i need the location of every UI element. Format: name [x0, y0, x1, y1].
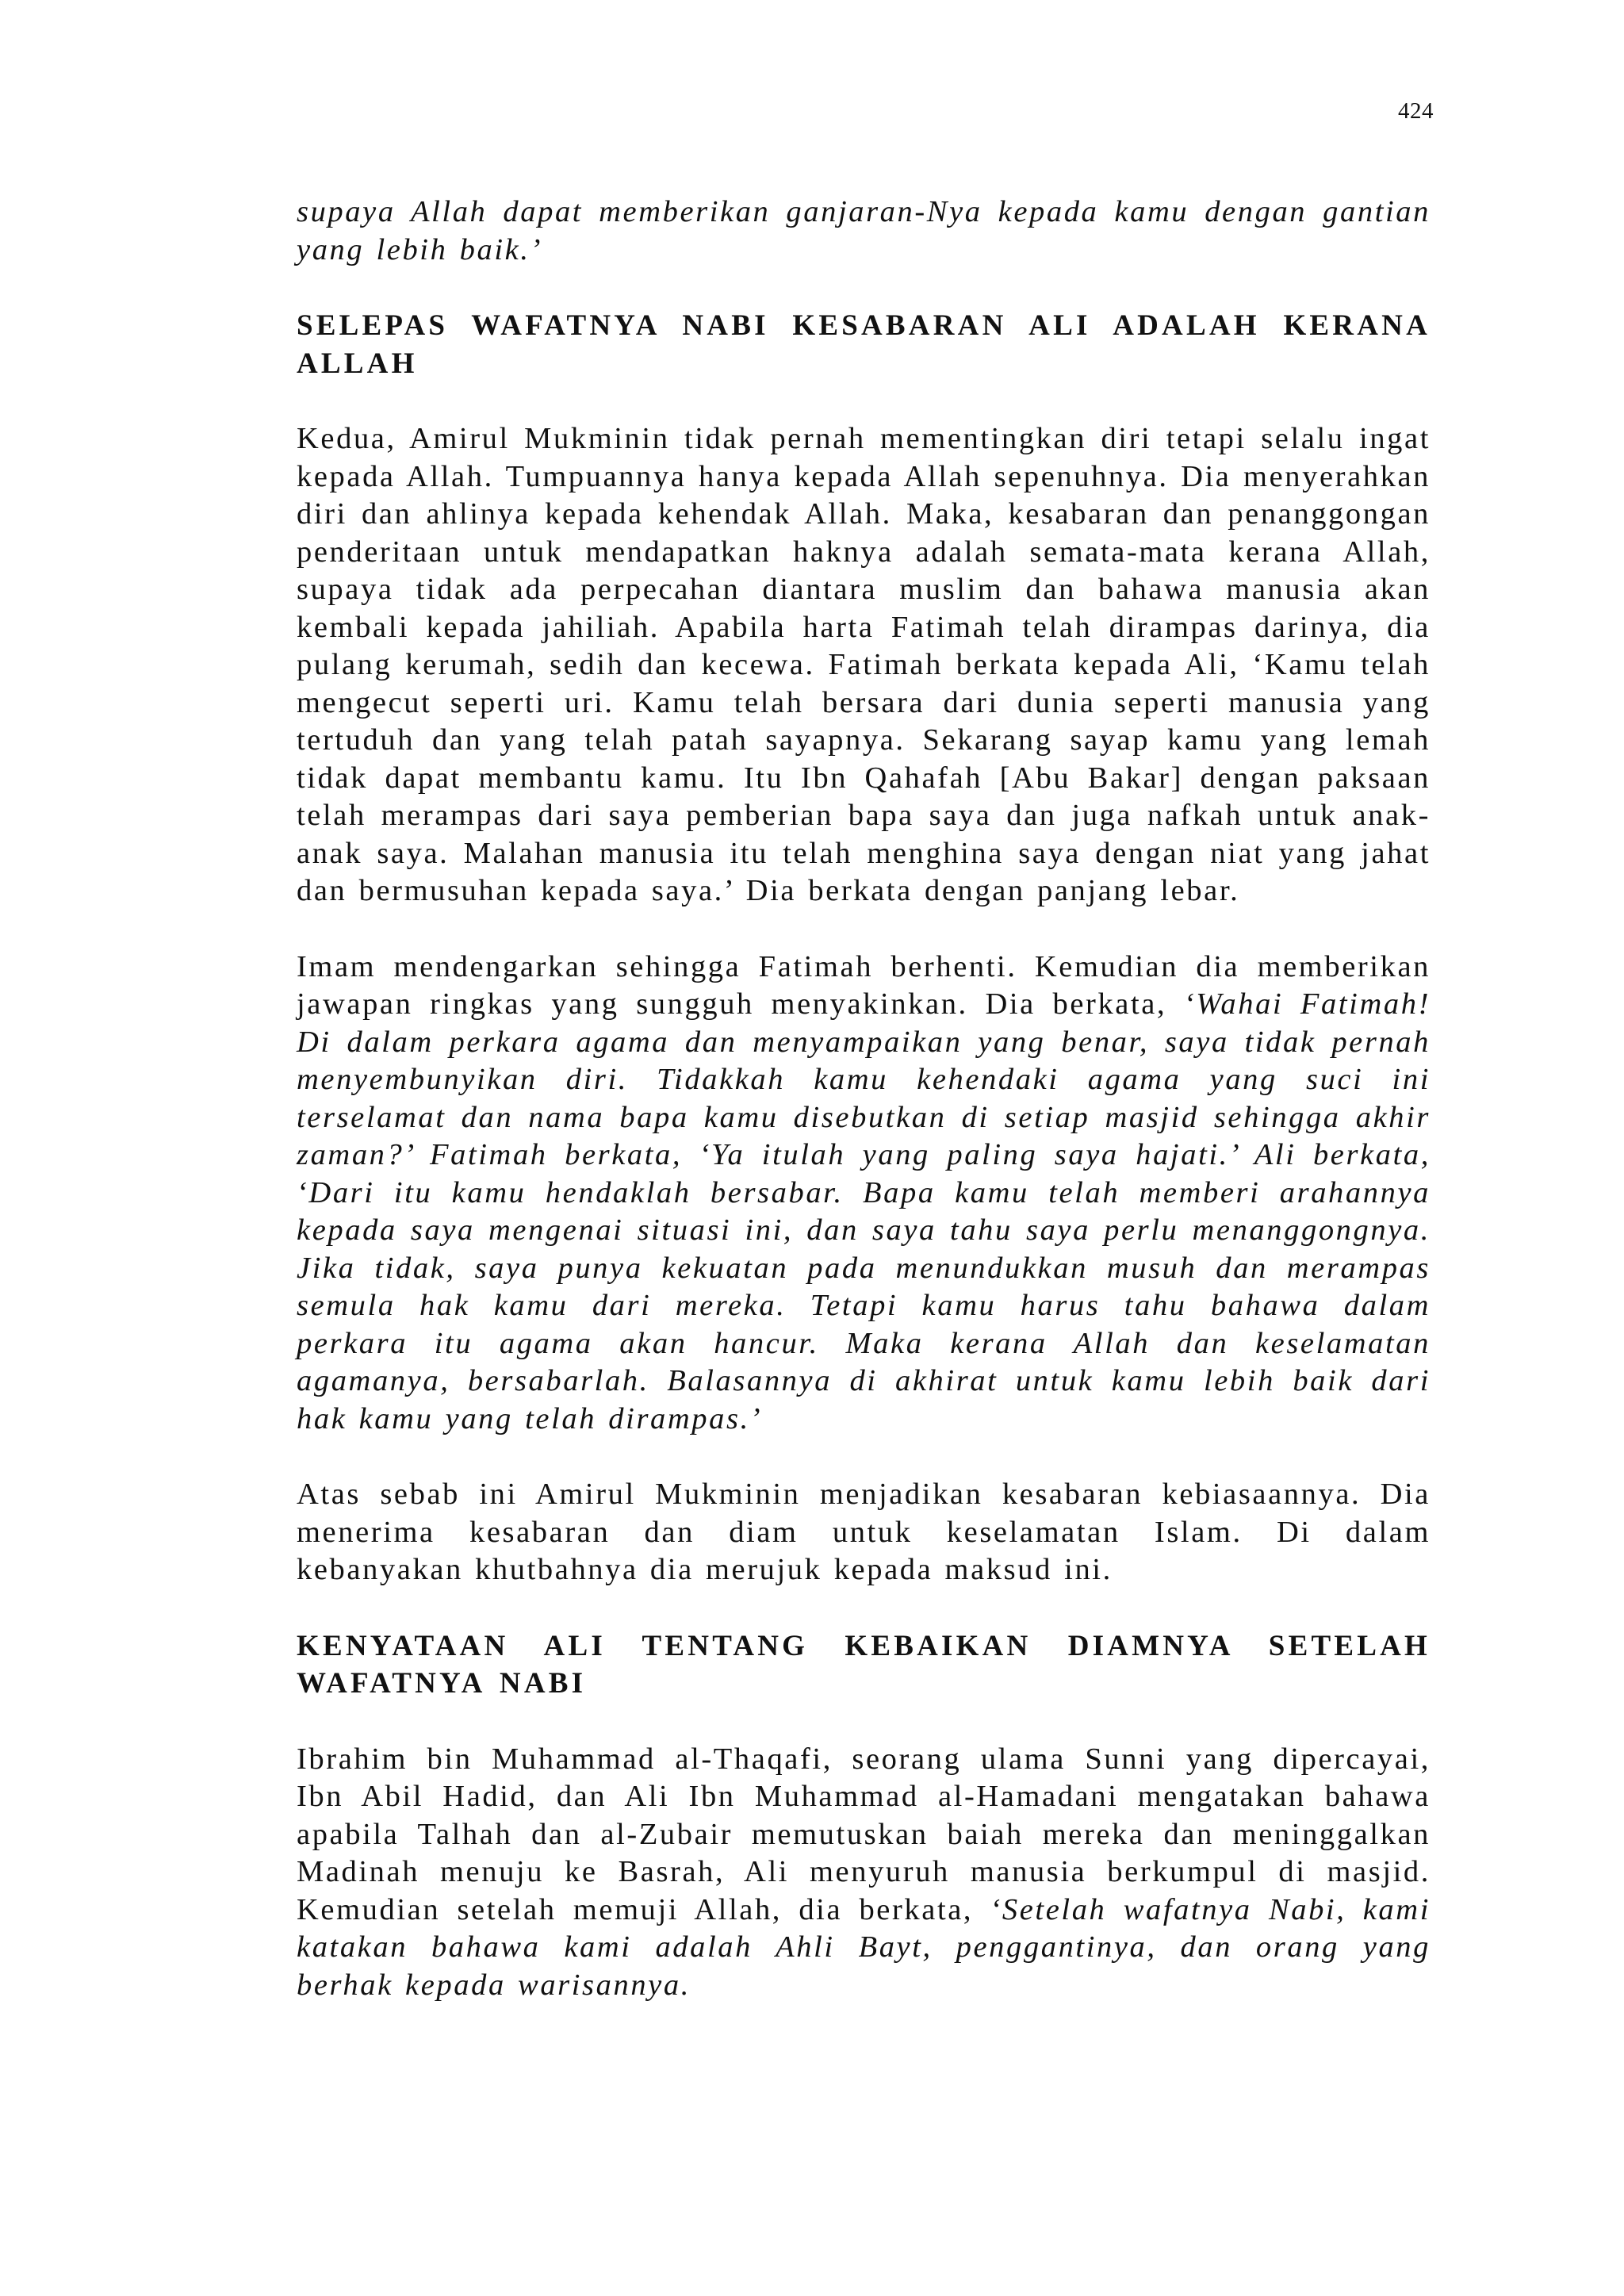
section-heading: KENYATAAN ALI TENTANG KEBAIKAN DIAMNYA SETELAH WAFATNYA NABI: [297, 1629, 1431, 1700]
paragraph: Atas sebab ini Amirul Mukminin menjadikan kesabaran kebiasaannya. Dia menerima kesabaran dan diam untuk keselamatan Islam. Di dalam kebanyakan khutbahnya dia merujuk kepada maksud ini.: [297, 1478, 1431, 1586]
paragraph: Kedua, Amirul Mukminin tidak pernah mementingkan diri tetapi selalu ingat kepada Allah. Tumpuannya hanya kepada Allah sepenuhnya. Dia menyerahkan diri dan ahlinya kepada kehendak Allah. Maka, kesabaran dan penanggongan penderitaan untuk mendapatkan haknya adalah semata-mata kerana Allah, supaya tidak ada perpecahan diantara muslim dan bahawa manusia akan kembali kepada jahiliah. Apabila harta Fatimah telah dirampas darinya, dia pulang kerumah, sedih dan kecewa. Fatimah berkata kepada Ali, ‘Kamu telah mengecut seperti uri. Kamu telah bersara dari dunia seperti manusia yang tertuduh dan yang telah patah sayapnya. Sekarang sayap kamu yang lemah tidak dapat membantu kamu. Itu Ibn Qahafah [Abu Bakar] dengan paksaan telah merampas dari saya pemberian bapa saya dan juga nafkah untuk anak-anak saya. Malahan manusia itu telah menghina saya dengan niat yang jahat dan bermusuhan kepada saya.’ Dia berkata dengan panjang lebar.: [297, 422, 1431, 907]
paragraph: [297, 949, 1431, 1439]
page-number: 424: [1398, 98, 1434, 124]
paragraph-lead: Imam mendengarkan sehingga Fatimah berhenti. Kemudian dia memberikan jawapan ringkas yang sungguh menyakinkan. Dia berkata,: [297, 949, 1431, 1021]
paragraph-lead: Ibrahim bin Muhammad al-Thaqafi, seorang ulama Sunni yang dipercayai, Ibn Abil Hadid, dan Ali Ibn Muhammad al-Hamadani mengatakan bahawa apabila Talhah dan al-Zubair memutuskan baiah mereka dan meninggalkan Madinah menuju ke Basrah, Ali menyuruh manusia berkumpul di masjid. Kemudian setelah memuji Allah, dia berkata,: [297, 1742, 1431, 1926]
paragraph: [297, 1741, 1431, 2005]
italic-quote: ‘Wahai Fatimah! Di dalam perkara agama dan menyampaikan yang benar, saya tidak pernah menyembunyikan diri. Tidakkah kamu kehendaki agama yang suci ini terselamat dan nama bapa kamu disebutkan di setiap masjid sehingga akhir zaman?’ Fatimah berkata, ‘Ya itulah yang paling saya hajati.’ Ali berkata, ‘Dari itu kamu hendaklah bersabar. Bapa kamu telah memberi arahannya kepada saya mengenai situasi ini, dan saya tahu saya perlu menanggongnya. Jika tidak, saya punya kekuatan pada menundukkan musuh dan merampas semula hak kamu dari mereka. Tetapi kamu harus tahu bahawa dalam perkara itu agama akan hancur. Maka kerana Allah dan keselamatan agamanya, bersabarlah. Balasannya di akhirat untuk kamu lebih baik dari hak kamu yang telah dirampas.’: [297, 987, 1431, 1435]
italic-quote: ‘Setelah wafatnya Nabi, kami katakan bahawa kami adalah Ahli Bayt, penggantinya, dan orang yang berhak kepada warisannya.: [297, 1892, 1431, 2002]
document-body: [297, 194, 1431, 2004]
paragraph-continuation: [297, 194, 1431, 269]
section-heading: SELEPAS WAFATNYA NABI KESABARAN ALI ADALAH KERANA ALLAH: [297, 309, 1431, 380]
italic-quote: supaya Allah dapat memberikan ganjaran-Nya kepada kamu dengan gantian yang lebih baik.’: [297, 195, 1431, 266]
